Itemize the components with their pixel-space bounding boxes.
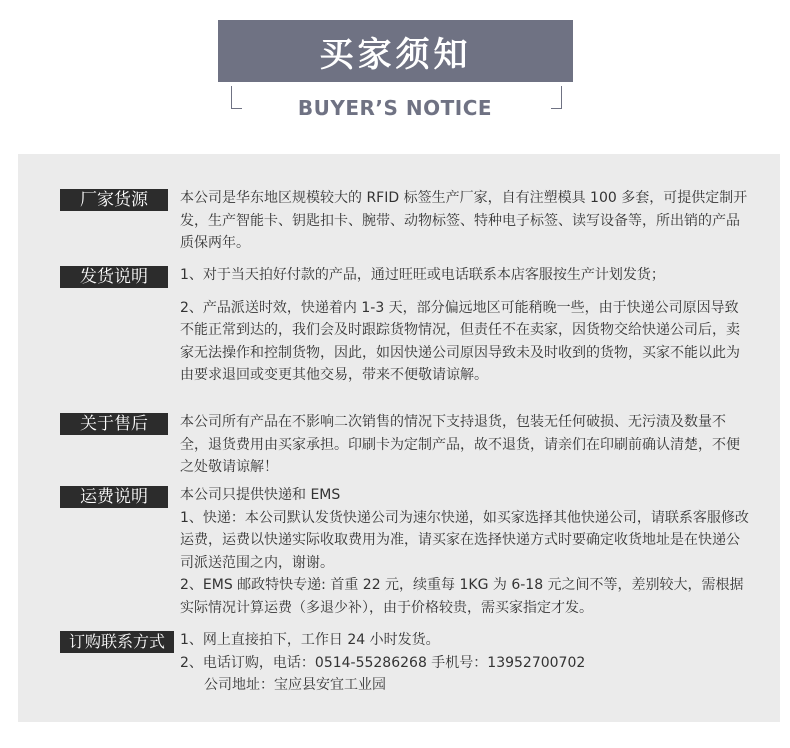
section-paragraph: 1、快递：本公司默认发货快递公司为速尔快递，如买家选择其他快递公司，请联系客服修改运费，运费以快递实际收取费用为准，请买家在选择快递方式时要确定收货地址是在快递公司派送范围之内，谢谢。 [180, 509, 749, 571]
section-paragraph: 公司地址：宝应县安宜工业园 [204, 677, 386, 693]
section-content [180, 629, 750, 697]
page-subtitle: BUYER’S NOTICE [297, 96, 493, 120]
section-label: 厂家货源 [60, 189, 168, 211]
section-label: 关于售后 [60, 413, 168, 435]
section-paragraph: 本公司是华东地区规模较大的 RFID 标签生产厂家，自有注塑模具 100 多套，可提供定制开发，生产智能卡、钥匙扣卡、腕带、动物标签、特种电子标签、读写设备等，所出销的产品质保两年。 [180, 190, 748, 251]
section-paragraph: 1、对于当天拍好付款的产品，通过旺旺或电话联系本店客服按生产计划发货； [180, 267, 665, 283]
section-label: 订购联系方式 [60, 631, 174, 653]
section-content [180, 411, 750, 479]
section-label: 发货说明 [60, 266, 168, 288]
section-content [180, 264, 750, 387]
section-paragraph: 2、电话订购，电话：0514-55286268 手机号：13952700702 [180, 654, 586, 671]
section-paragraph: 1、网上直接拍下，工作日 24 小时发货。 [180, 632, 440, 648]
page-title-banner [218, 20, 573, 82]
section-paragraph: 本公司所有产品在不影响二次销售的情况下支持退货，包装无任何破损、无污渍及数量不全，退货费用由买家承担。印刷卡为定制产品，故不退货，请亲们在印刷前确认清楚，不便之处敬请谅解！ [180, 414, 740, 475]
section-paragraph: 本公司只提供快递和 EMS [180, 487, 341, 503]
section-paragraph: 2、EMS 邮政特快专递: 首重 22 元，续重每 1KG 为 6-18 元之间不等，差别较大，需根据实际情况计算运费（多退少补），由于价格较贵，需买家指定才发。 [180, 577, 744, 616]
title-bracket-left [231, 86, 242, 109]
section-paragraph: 2、产品派送时效，快递着内 1-3 天，部分偏远地区可能稍晚一些，由于快递公司原因导致不能正常到达的，我们会及时跟踪货物情况，但责任不在卖家，因货物交给快递公司后，卖家无法操作和控制货物，因此，如因快递公司原因导致未及时收到的货物，买家不能以此为由要求退回或变更其他交易，带来不便敬请谅解。 [180, 299, 740, 383]
section-label: 运费说明 [60, 486, 168, 508]
section-content [180, 187, 750, 255]
title-bracket-right [551, 86, 562, 109]
section-content [180, 484, 750, 619]
page-title: 买家须知 [319, 34, 472, 75]
